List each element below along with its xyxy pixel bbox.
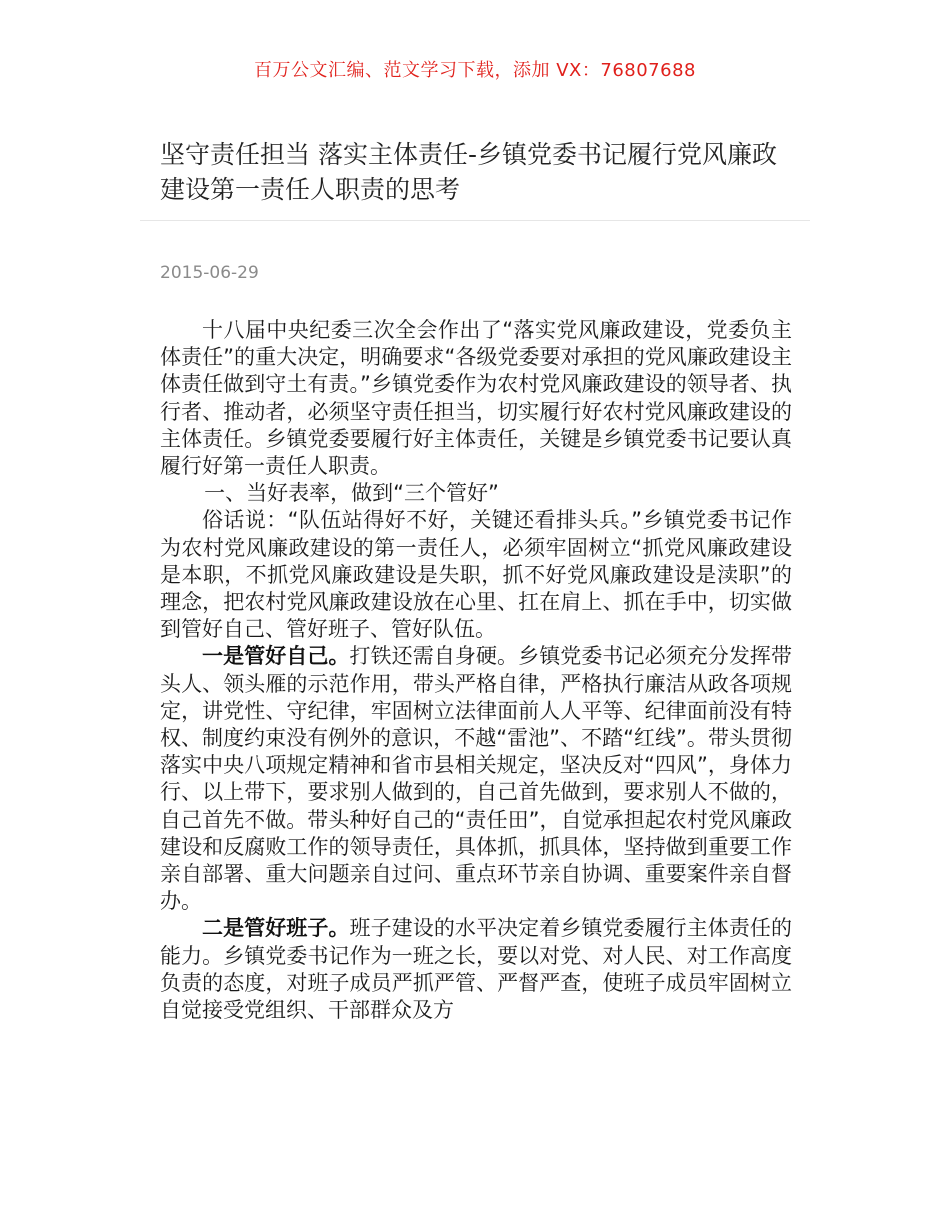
article-title: 坚守责任担当 落实主体责任-乡镇党委书记履行党风廉政建设第一责任人职责的思考 [160, 140, 777, 204]
download-notice: 百万公文汇编、范文学习下载，添加 VX：76807688 [254, 60, 696, 81]
section-intro-paragraph: 俗话说：“队伍站得好不好，关键还看排头兵。”乡镇党委书记作为农村党风廉政建设的第一责任人，必须牢固树立“抓党风廉政建设是本职，不抓党风廉政建设是失职，抓不好党风廉政建设是渎职”的理念，把农村党风廉政建设放在心里、扛在肩上、抓在手中，切实做到管好自己、管好班子、管好队伍。 [160, 508, 792, 642]
intro-paragraph: 十八届中央纪委三次全会作出了“落实党风廉政建设，党委负主体责任”的重大决定，明确要求“各级党委要对承担的党风廉政建设主体责任做到守土有责。”乡镇党委作为农村党风廉政建设的领导者、执行者、推动者，必须坚守责任担当，切实履行好农村党风廉政建设的主体责任。乡镇党委要履行好主体责任，关键是乡镇党委书记要认真履行好第一责任人职责。 [160, 318, 792, 479]
point-two-body: 班子建设的水平决定着乡镇党委履行主体责任的能力。乡镇党委书记作为一班之长，要以对党、对人民、对工作高度负责的态度，对班子成员严抓严管、严督严查，使班子成员牢固树立自觉接受党组织、干部群众及方 [160, 916, 793, 1023]
section-heading: 一、当好表率，做到“三个管好” [204, 481, 499, 506]
title-divider [140, 220, 810, 221]
article-body [160, 317, 792, 1024]
point-two-lead: 二是管好班子。 [202, 916, 350, 941]
point-one-lead: 一是管好自己。 [202, 644, 350, 669]
point-one-paragraph [160, 643, 792, 915]
point-one-body: 打铁还需自身硬。乡镇党委书记必须充分发挥带头人、领头雁的示范作用，带头严格自律，严格执行廉洁从政各项规定，讲党性、守纪律，牢固树立法律面前人人平等、纪律面前没有特权、制度约束没有例外的意识，不越“雷池”、不踏“红线”。带头贯彻落实中央八项规定精神和省市县相关规定，坚决反对“四风”，身体力行、以上带下，要求别人做到的，自己首先做到，要求别人不做的，自己首先不做。带头种好自己的“责任田”，自觉承担起农村党风廉政建设和反腐败工作的领导责任，具体抓，抓具体，坚持做到重要工作亲自部署、重大问题亲自过问、重点环节亲自协调、重要案件亲自督办。 [160, 644, 793, 914]
publish-date: 2015-06-29 [160, 263, 259, 283]
point-two-paragraph [160, 915, 792, 1024]
